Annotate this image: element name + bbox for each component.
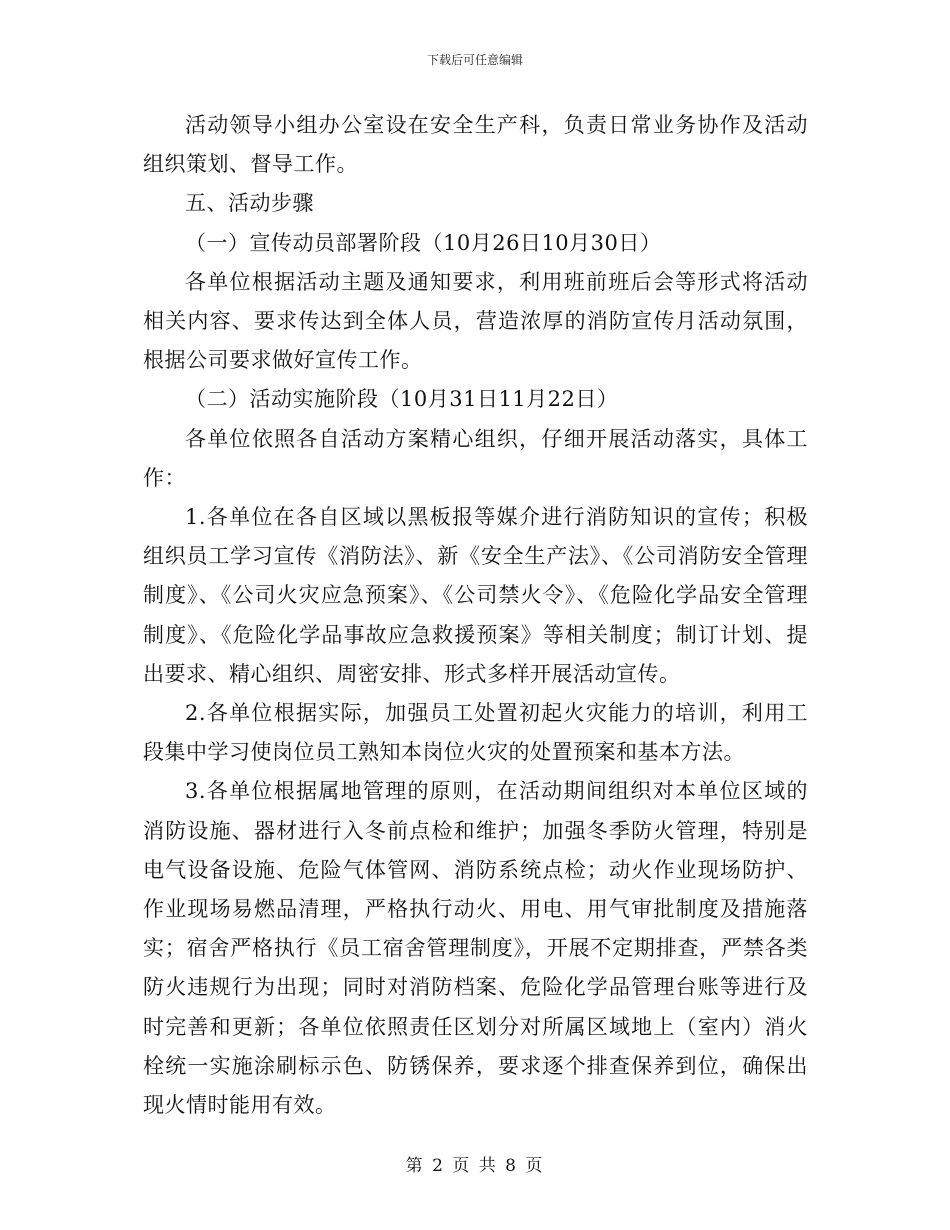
page-number: 第 2 页 共 8 页	[405, 1156, 545, 1176]
subheading-implementation-stage: （二）活动实施阶段（10月31日11月22日）	[185, 387, 619, 412]
page-header: 下载后可任意编辑	[426, 53, 523, 67]
document-body	[143, 106, 808, 1125]
paragraph-implementation-intro: 各单位依照各自活动方案精心组织，仔细开展活动落实，具体工作：	[143, 426, 808, 490]
list-item-1: 1.各单位在各自区域以黑板报等媒介进行消防知识的宣传；积极组织员工学习宣传《消防法》、新《安全生产法》、《公司消防安全管理制度》、《公司火灾应急预案》、《公司禁火令》、《危险化学品安全管理制度》、《危险化学品事故应急救援预案》等相关制度；制订计划、提出要求、精心组织、周密安排、形式多样开展活动宣传。	[143, 505, 808, 686]
paragraph-publicity-stage: 各单位根据活动主题及通知要求，利用班前班后会等形式将活动相关内容、要求传达到全体人员，营造浓厚的消防宣传月活动氛围，根据公司要求做好宣传工作。	[143, 269, 808, 373]
section-heading-activity-steps: 五、活动步骤	[185, 191, 314, 216]
subheading-publicity-stage: （一）宣传动员部署阶段（10月26日10月30日）	[185, 230, 662, 255]
list-item-3: 3.各单位根据属地管理的原则，在活动期间组织对本单位区域的消防设施、器材进行入冬前点检和维护；加强冬季防火管理，特别是电气设备设施、危险气体管网、消防系统点检；动火作业现场防护、作业现场易燃品清理，严格执行动火、用电、用气审批制度及措施落实；宿舍严格执行《员工宿舍管理制度》，开展不定期排查，严禁各类防火违规行为出现；同时对消防档案、危险化学品管理台账等进行及时完善和更新；各单位依照责任区划分对所属区域地上（室内）消火栓统一实施涂刷标示色、防锈保养，要求逐个排查保养到位，确保出现火情时能用有效。	[143, 779, 808, 1118]
paragraph-office-setup: 活动领导小组办公室设在安全生产科，负责日常业务协作及活动组织策划、督导工作。	[143, 113, 808, 177]
list-item-2: 2.各单位根据实际，加强员工处置初起火灾能力的培训，利用工段集中学习使岗位员工熟知本岗位火灾的处置预案和基本方法。	[143, 701, 808, 765]
